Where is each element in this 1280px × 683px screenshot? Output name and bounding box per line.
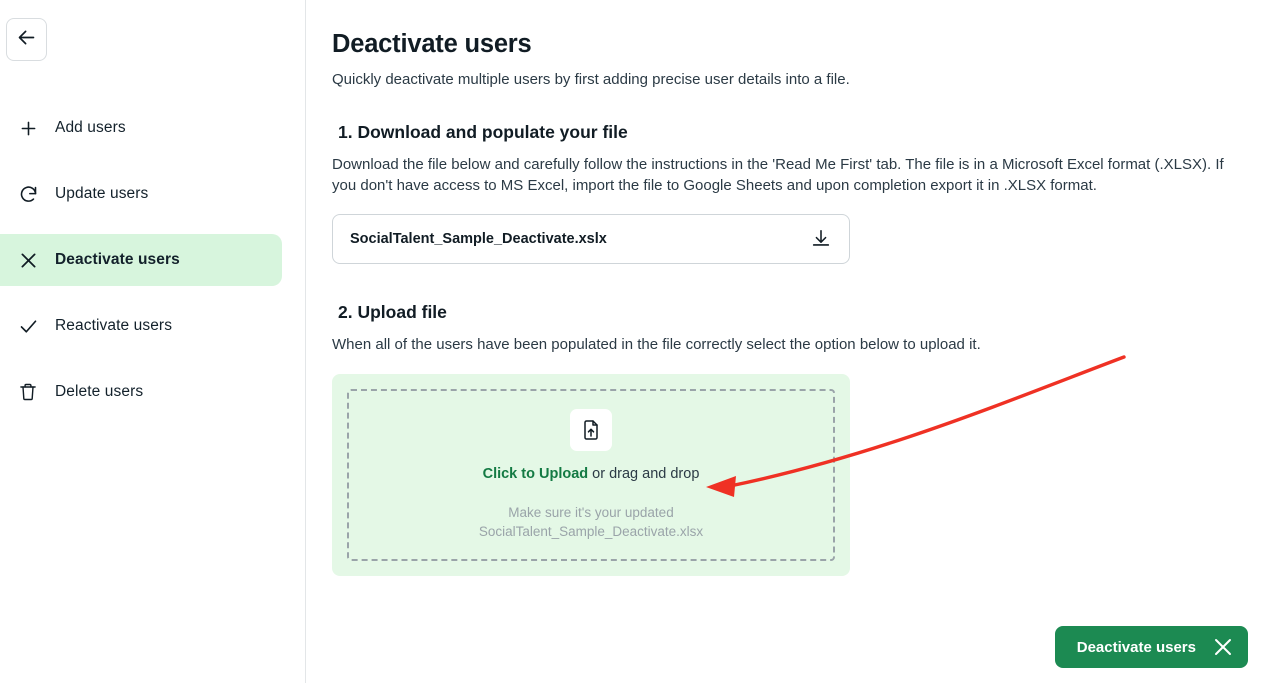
upload-hint (479, 504, 703, 540)
download-file-name: SocialTalent_Sample_Deactivate.xslx (350, 231, 607, 248)
sidebar (0, 0, 306, 683)
sidebar-item-label: Delete users (55, 383, 144, 400)
main-content (306, 0, 1280, 683)
sidebar-item-label: Deactivate users (55, 251, 180, 268)
upload-dropzone[interactable] (347, 389, 835, 561)
sidebar-item-update-users[interactable] (0, 168, 282, 220)
back-arrow-icon (16, 27, 37, 53)
upload-rest-label: or drag and drop (588, 466, 700, 483)
sidebar-item-deactivate-users[interactable] (0, 234, 282, 286)
file-upload-icon (570, 409, 612, 451)
deactivate-users-action-bar[interactable] (1055, 626, 1248, 668)
step-1-body: Download the file below and carefully follow the instructions in the 'Read Me First' tab. The file is in a Microsoft Excel format (.XLSX). If you don't have access to MS Excel, import the file to Google Sheets and upon completion export it in .XLSX format. (332, 156, 1224, 194)
page-subtitle: Quickly deactivate multiple users by first adding precise user details into a file. (332, 71, 850, 88)
download-icon[interactable] (810, 228, 832, 250)
sidebar-nav (0, 102, 305, 432)
sidebar-item-label: Reactivate users (55, 317, 173, 334)
upload-cta[interactable] (483, 466, 700, 482)
back-button[interactable] (6, 18, 47, 61)
upload-hint-line-1: Make sure it's your updated (508, 505, 674, 521)
upload-hint-line-2: SocialTalent_Sample_Deactivate.xlsx (478, 523, 704, 539)
sidebar-item-add-users[interactable] (0, 102, 282, 154)
step-2-heading: 2. Upload file (338, 302, 447, 323)
check-icon (17, 315, 39, 337)
sidebar-item-label: Update users (55, 185, 149, 202)
deactivate-users-button-label[interactable]: Deactivate users (1076, 638, 1196, 656)
trash-icon (17, 381, 39, 403)
plus-icon (17, 117, 39, 139)
upload-link-label[interactable]: Click to Upload (482, 466, 589, 483)
upload-panel (332, 374, 850, 576)
step-1-heading: 1. Download and populate your file (338, 122, 628, 142)
sidebar-item-label: Add users (55, 119, 126, 136)
refresh-icon (17, 183, 39, 205)
sidebar-item-delete-users[interactable] (0, 366, 282, 418)
step-2-body: When all of the users have been populated in the file correctly select the option below to upload it. (332, 336, 981, 354)
download-file-row[interactable] (332, 214, 850, 264)
sidebar-item-reactivate-users[interactable] (0, 300, 282, 352)
page-title: Deactivate users (332, 30, 532, 58)
x-icon (17, 249, 39, 271)
close-icon[interactable] (1210, 634, 1236, 660)
